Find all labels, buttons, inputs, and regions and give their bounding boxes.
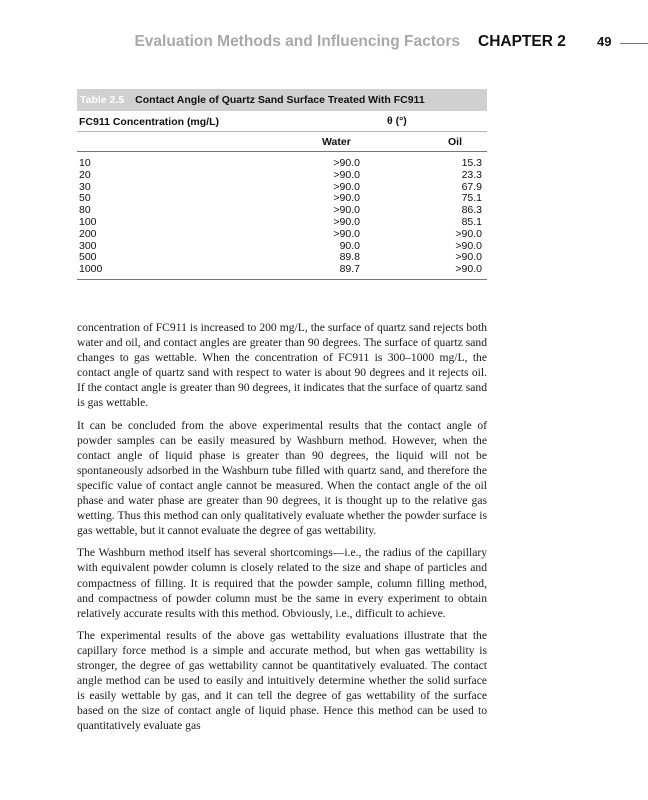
water-angle-cell: >90.0 [333, 157, 360, 169]
header-rule [620, 43, 648, 44]
water-angle-cell: 89.8 [339, 251, 360, 264]
table-subheader-row [77, 132, 487, 152]
concentration-cell: 50 [79, 192, 91, 205]
concentration-cell: 100 [79, 215, 97, 228]
body-text [77, 320, 487, 740]
water-angle-cell: >90.0 [333, 215, 360, 228]
concentration-cell: 200 [79, 227, 97, 240]
page-number: 49 [597, 34, 612, 49]
table-header-row [77, 111, 487, 132]
water-header: Water [322, 136, 351, 148]
oil-angle-cell: 85.1 [461, 215, 482, 228]
table-label: Table 2.5 [80, 94, 125, 106]
angle-header: θ (°) [387, 115, 407, 127]
oil-angle-cell: 75.1 [461, 192, 482, 205]
water-angle-cell: >90.0 [333, 180, 360, 193]
table-body [77, 152, 487, 276]
concentration-cell: 1000 [79, 263, 103, 276]
concentration-cell: 20 [79, 168, 91, 181]
table-row [77, 158, 487, 170]
chapter-label: CHAPTER 2 [478, 33, 566, 50]
water-angle-cell: 89.7 [339, 263, 360, 276]
water-angle-cell: >90.0 [333, 192, 360, 205]
concentration-cell: 30 [79, 180, 91, 193]
concentration-cell: 80 [79, 204, 91, 217]
page-header [0, 33, 648, 53]
water-angle-cell: >90.0 [333, 168, 360, 181]
table-row [77, 229, 487, 241]
table-title: Contact Angle of Quartz Sand Surface Treated With FC911 [135, 94, 425, 106]
water-angle-cell: >90.0 [333, 204, 360, 217]
paragraph: It can be concluded from the above experimental results that the contact angle of powder samples can be easily measured by Washburn method. However, when the contact angle of liquid phase is greater than 90 degrees, the liquid will not be spontaneously adsorbed in the Washburn tube filled with quartz sand, and therefore the specific value of contact angle cannot be measured. When the contact angle of the oil phase and water phase are greater than 90 degrees, it is thought up to the relative gas wetting. Thus this method can only qualitatively evaluate whether the powder surface is gas wettable, but it cannot evaluate the degree of gas wettability. [77, 418, 487, 538]
table-row [77, 264, 487, 276]
paragraph: concentration of FC911 is increased to 200 mg/L, the surface of quartz sand rejects both water and oil, and contact angles are greater than 90 degrees. The surface of quartz sand changes to gas wettable. When the concentration of FC911 is 300–1000 mg/L, the contact angle of quartz sand with respect to water is about 90 degrees and it rejects oil. If the contact angle is greater than 90 degrees, it indicates that the surface of quartz sand is gas wettable. [77, 321, 487, 410]
table-row [77, 170, 487, 182]
table-row [77, 205, 487, 217]
oil-header: Oil [448, 136, 463, 148]
concentration-cell: 10 [79, 157, 91, 169]
table-row [77, 193, 487, 205]
concentration-cell: 300 [79, 239, 97, 252]
oil-angle-cell: >90.0 [455, 251, 482, 264]
oil-angle-cell: 15.3 [461, 157, 482, 169]
table-row [77, 217, 487, 229]
table-caption [77, 89, 487, 111]
running-title: Evaluation Methods and Influencing Factors [134, 33, 460, 50]
concentration-header: FC911 Concentration (mg/L) [79, 116, 220, 128]
water-angle-cell: 90.0 [339, 239, 360, 252]
table-row [77, 241, 487, 253]
contact-angle-table [77, 89, 487, 280]
oil-angle-cell: 67.9 [461, 180, 482, 193]
table-row [77, 252, 487, 264]
oil-angle-cell: 23.3 [461, 168, 482, 181]
oil-angle-cell: >90.0 [455, 227, 482, 240]
water-angle-cell: >90.0 [333, 227, 360, 240]
paragraph: The Washburn method itself has several shortcomings—i.e., the radius of the capillary with equivalent powder column is closely related to the size and shape of particles and compactness of filling. It is required that the powder sample, column filling method, and compactness of powder column must be the same in every experiment to obtain relatively accurate results with this method. Obviously, i.e., difficult to achieve. [77, 546, 487, 620]
table-bottom-rule [77, 279, 487, 280]
oil-angle-cell: 86.3 [461, 204, 482, 217]
oil-angle-cell: >90.0 [455, 263, 482, 276]
paragraph: The experimental results of the above gas wettability evaluations illustrate that the capillary force method is a simple and accurate method, but when gas wettability is stronger, the degree of gas wettability cannot be quantitatively evaluated. The contact angle method can be used to easily and intuitively determine whether the solid surface is easily wettable by gas, and it can tell the degree of gas wettability of the surface based on the size of contact angle of liquid phase. Hence this method can be used to quantitatively evaluate gas [77, 628, 487, 733]
oil-angle-cell: >90.0 [455, 239, 482, 252]
concentration-cell: 500 [79, 251, 97, 264]
table-row [77, 182, 487, 194]
